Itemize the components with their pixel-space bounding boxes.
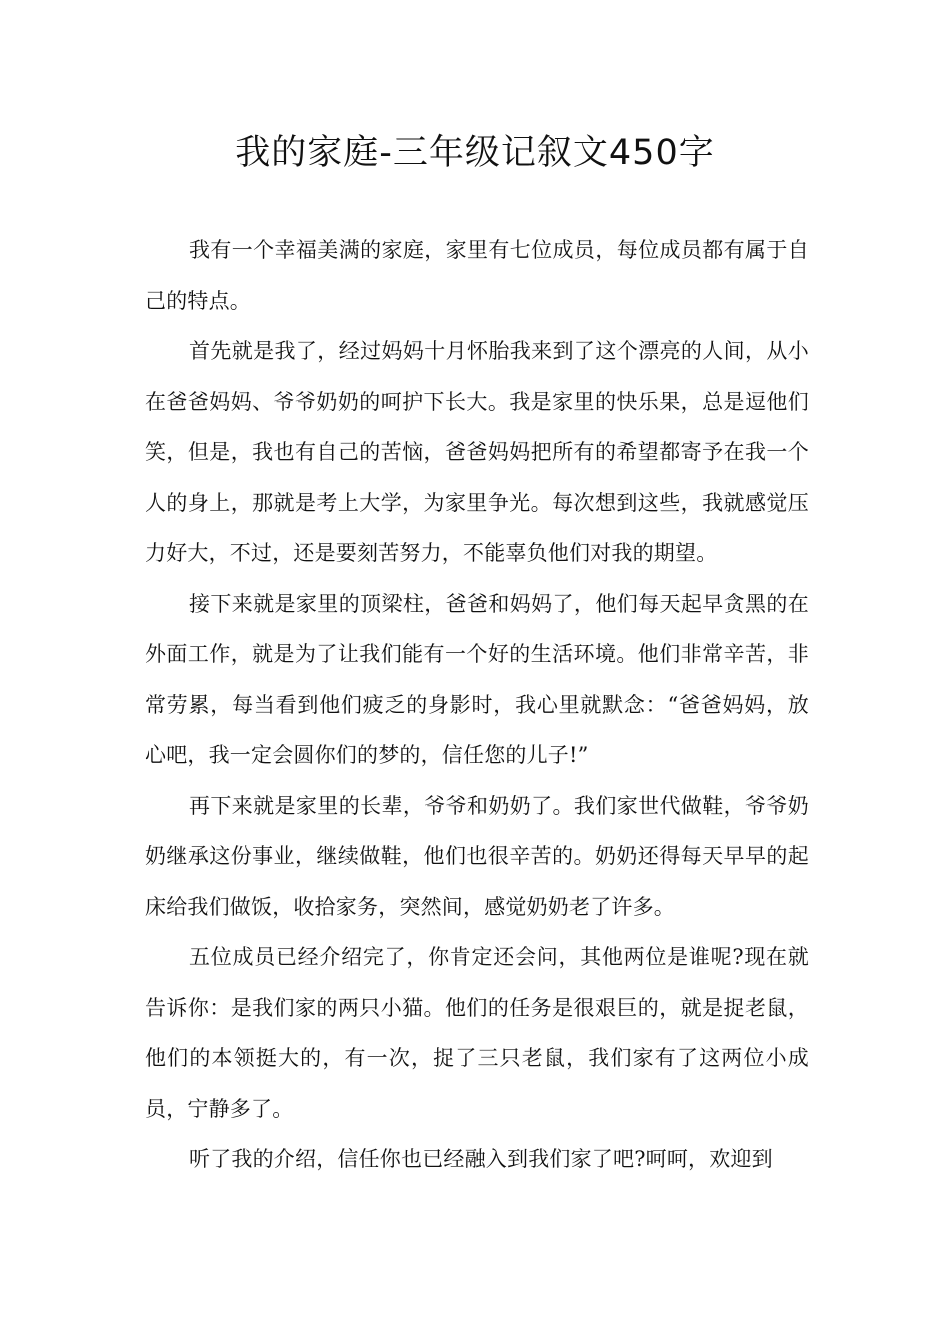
document-title: 我的家庭-三年级记叙文450字 <box>235 133 715 173</box>
paragraph: 接下来就是家里的顶梁柱，爸爸和妈妈了，他们每天起早贪黑的在外面工作，就是为了让我们能有一个好的生活环境。他们非常辛苦，非常劳累，每当看到他们疲乏的身影时，我心里就默念：“爸爸妈妈，放心吧，我一定会圆你们的梦的，信任您的儿子!” <box>145 591 809 767</box>
paragraph: 我有一个幸福美满的家庭，家里有七位成员，每位成员都有属于自己的特点。 <box>145 238 809 313</box>
document-body <box>145 225 809 1185</box>
paragraph: 再下来就是家里的长辈，爷爷和奶奶了。我们家世代做鞋，爷爷奶奶继承这份事业，继续做鞋，他们也很辛苦的。奶奶还得每天早早的起床给我们做饭，收拾家务，突然间，感觉奶奶老了许多。 <box>145 793 809 919</box>
paragraph: 首先就是我了，经过妈妈十月怀胎我来到了这个漂亮的人间，从小在爸爸妈妈、爷爷奶奶的呵护下长大。我是家里的快乐果，总是逗他们笑，但是，我也有自己的苦恼，爸爸妈妈把所有的希望都寄予在我一个人的身上，那就是考上大学，为家里争光。每次想到这些，我就感觉压力好大，不过，还是要刻苦努力，不能辜负他们对我的期望。 <box>145 339 809 565</box>
paragraph: 听了我的介绍，信任你也已经融入到我们家了吧?呵呵，欢迎到 <box>189 1147 773 1171</box>
paragraph: 五位成员已经介绍完了，你肯定还会问，其他两位是谁呢?现在就告诉你：是我们家的两只小猫。他们的任务是很艰巨的，就是捉老鼠，他们的本领挺大的，有一次，捉了三只老鼠，我们家有了这两位小成员，宁静多了。 <box>145 945 809 1121</box>
